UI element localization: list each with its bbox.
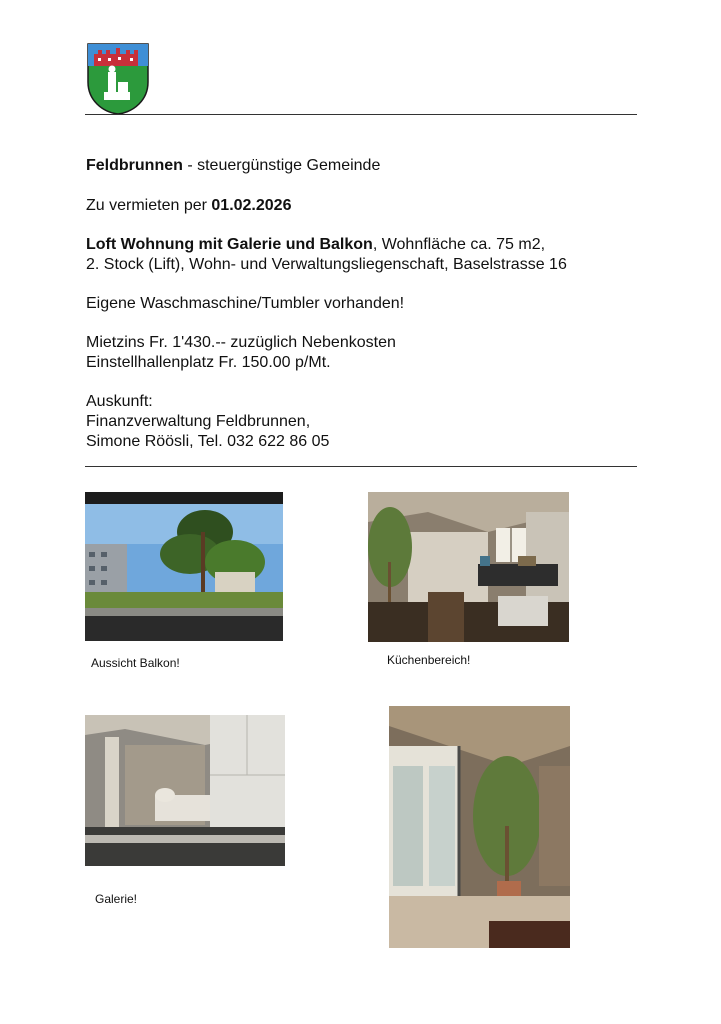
municipality-tagline: - steuergünstige Gemeinde — [182, 157, 381, 174]
contact-office: Finanzverwaltung Feldbrunnen, — [86, 413, 311, 430]
availability-date: 01.02.2026 — [211, 197, 292, 214]
availability-line — [86, 196, 291, 216]
contact-person: Simone Röösli, Tel. 032 622 86 05 — [86, 433, 330, 450]
parking-price: Einstellhallenplatz Fr. 150.00 p/Mt. — [86, 354, 331, 371]
municipality-name: Feldbrunnen — [86, 157, 183, 174]
content-divider — [85, 466, 637, 467]
laundry-note: Eigene Waschmaschine/Tumbler vorhanden! — [86, 295, 405, 312]
rent-price: Mietzins Fr. 1'430.-- zuzüglich Nebenkosten — [86, 334, 396, 351]
apartment-title-line — [86, 235, 545, 255]
kitchen-photo — [368, 492, 569, 642]
headline-line — [86, 156, 380, 176]
availability-prefix: Zu vermieten per — [86, 197, 212, 214]
gallery-photo — [85, 715, 285, 866]
balcony-view-photo — [85, 492, 283, 641]
living-area-photo — [389, 706, 570, 948]
header-divider — [85, 114, 637, 115]
apartment-location: 2. Stock (Lift), Wohn- und Verwaltungsliegenschaft, Baselstrasse 16 — [86, 256, 567, 273]
apartment-area: , Wohnfläche ca. 75 m2, — [372, 236, 546, 253]
balcony-caption: Aussicht Balkon! — [91, 656, 180, 670]
kitchen-caption: Küchenbereich! — [387, 653, 471, 667]
apartment-title: Loft Wohnung mit Galerie und Balkon — [86, 236, 373, 253]
gallery-caption: Galerie! — [95, 892, 138, 906]
municipal-coat-of-arms-icon — [86, 42, 150, 116]
contact-label: Auskunft: — [86, 393, 153, 410]
